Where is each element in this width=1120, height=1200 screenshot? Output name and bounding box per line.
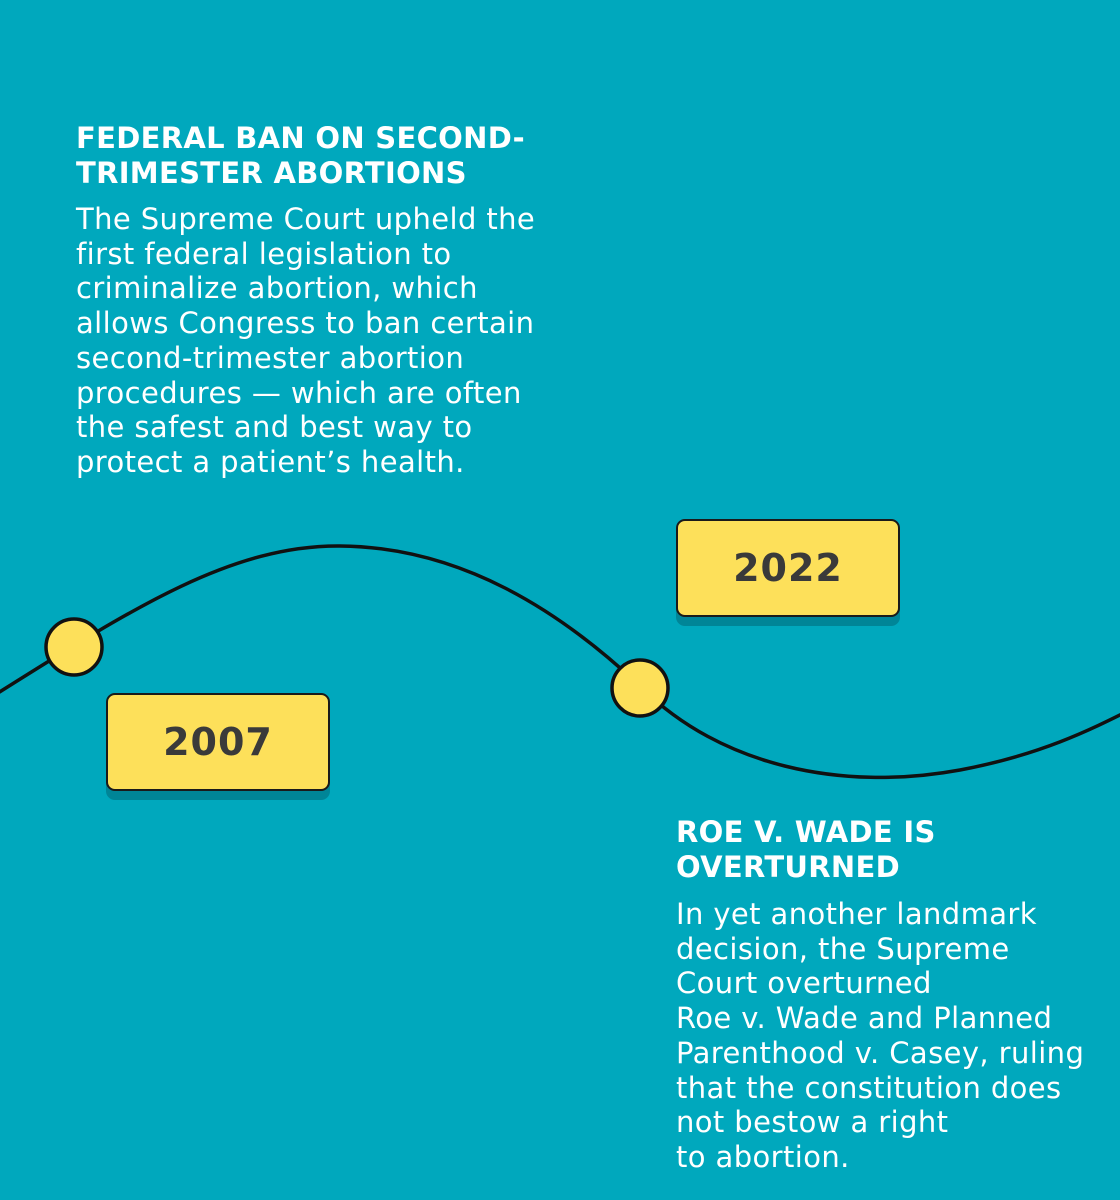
event-description-line: Roe v. Wade and Planned xyxy=(676,1001,1053,1036)
event-description-line: protect a patient’s health. xyxy=(76,444,465,479)
timeline-marker-2007 xyxy=(46,619,102,675)
event-title-line: TRIMESTER ABORTIONS xyxy=(76,156,467,190)
event-description-line: allows Congress to ban certain xyxy=(76,306,535,341)
event-description-line: that the constitution does xyxy=(676,1070,1062,1105)
year-label: 2007 xyxy=(163,720,273,764)
year-badge-2007 xyxy=(106,693,330,791)
event-description-line: In yet another landmark xyxy=(676,897,1037,931)
event-title-line: ROE V. WADE IS xyxy=(676,815,936,849)
event-description-2022 xyxy=(676,897,1116,1175)
year-badge-2022 xyxy=(676,519,900,617)
event-description-line: first federal legislation to xyxy=(76,236,452,271)
event-description-line: procedures — which are often xyxy=(76,375,522,410)
event-title-line: FEDERAL BAN ON SECOND- xyxy=(76,121,525,155)
timeline-marker-2022 xyxy=(612,660,668,716)
event-description-line: to abortion. xyxy=(676,1139,850,1174)
event-description-line: the safest and best way to xyxy=(76,410,473,445)
year-label: 2022 xyxy=(733,546,843,590)
event-description-line: decision, the Supreme xyxy=(676,931,1010,966)
event-description-line: Parenthood v. Casey, ruling xyxy=(676,1035,1085,1070)
event-description-line: criminalize abortion, which xyxy=(76,271,478,306)
event-title-2022 xyxy=(676,815,1096,885)
event-description-line: The Supreme Court upheld the xyxy=(76,202,536,236)
event-title-line: OVERTURNED xyxy=(676,850,900,884)
event-description-line: not bestow a right xyxy=(676,1105,949,1140)
event-description-line: Court overturned xyxy=(676,966,932,1001)
event-description-line: second-trimester abortion xyxy=(76,340,465,375)
